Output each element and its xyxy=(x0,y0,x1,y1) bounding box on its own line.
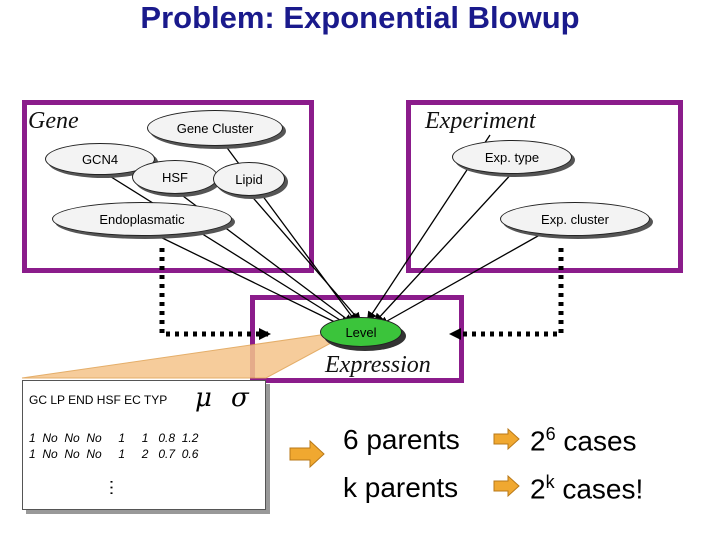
cpt-header: GC LP END HSF EC TYP xyxy=(29,393,168,407)
edge-lipid-level xyxy=(248,192,360,321)
node-lipid: Lipid xyxy=(213,162,285,196)
cpt-table xyxy=(22,380,266,510)
mu-symbol: μ xyxy=(195,383,212,413)
node-exp-type: Exp. type xyxy=(452,140,572,174)
experiment-plate-label: Experiment xyxy=(425,108,536,134)
dotted-connector-gene xyxy=(162,248,268,334)
node-exp-cluster: Exp. cluster xyxy=(500,202,650,236)
statement-right-2: 2$^k$ cases! xyxy=(530,472,644,505)
right-arrow-icon xyxy=(494,429,519,449)
cpt-row: 1 No No No 1 1 0.8 1.2 xyxy=(29,431,199,445)
node-level: Level xyxy=(320,317,402,347)
statement-left-2: k parents xyxy=(343,472,459,503)
right-arrow-icon xyxy=(494,476,519,496)
slide-title: Problem: Exponential Blowup xyxy=(140,0,580,35)
cpt-ellipsis: … xyxy=(106,478,127,497)
node-hsf: HSF xyxy=(132,160,218,194)
edge-exp-cluster-level xyxy=(380,232,545,325)
edge-gcn4-level xyxy=(100,170,348,325)
dotted-connector-experiment xyxy=(452,248,561,334)
node-gene-cluster: Gene Cluster xyxy=(147,110,283,146)
cpt-row: 1 No No No 1 2 0.7 0.6 xyxy=(29,447,199,461)
edge-exp-type-level xyxy=(375,170,515,322)
statement-left-1: 6 parents xyxy=(343,424,460,455)
cpt-highlight-wedge xyxy=(22,330,355,378)
node-gcn4: GCN4 xyxy=(45,143,155,175)
edge-endoplasmatic-level xyxy=(150,232,345,327)
gene-plate-label: Gene xyxy=(28,108,79,134)
node-endoplasmatic: Endoplasmatic xyxy=(52,202,232,236)
right-arrow-icon xyxy=(290,441,324,467)
expression-plate-label: Expression xyxy=(325,352,431,378)
statement-right-1: $2^6$ cases xyxy=(530,424,637,457)
sigma-symbol: σ xyxy=(231,383,249,413)
